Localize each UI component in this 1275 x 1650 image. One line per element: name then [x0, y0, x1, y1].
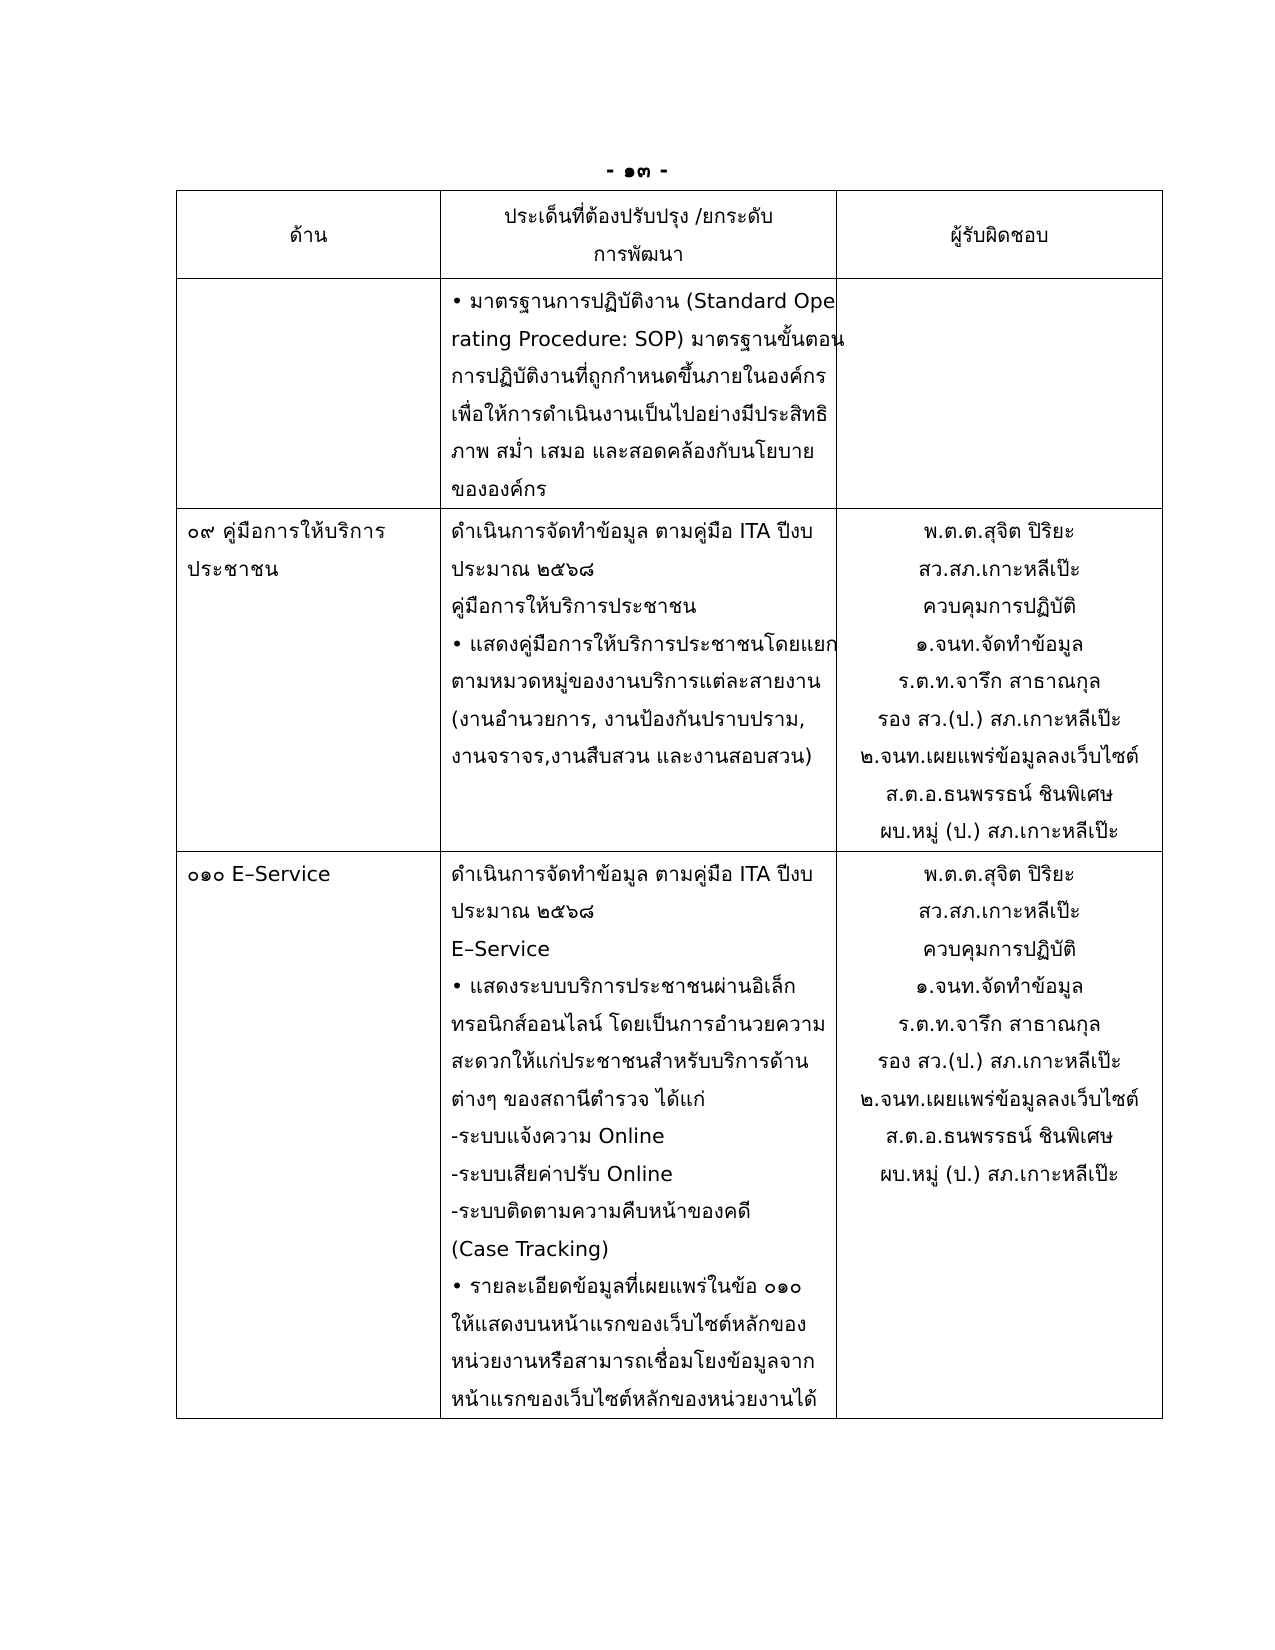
responsible-cell [837, 851, 1163, 1419]
responsible-line: ๑.จนท.จัดทำข้อมูล [915, 974, 1084, 998]
responsible-line: ผบ.หมู่ (ป.) สภ.เกาะหลีเป๊ะ [880, 1161, 1119, 1186]
header-issue-line: ประเด็นที่ต้องปรับปรุง /ยกระดับ [503, 203, 774, 228]
issue-line: -ระบบเสียค่าปรับ Online [451, 1161, 673, 1186]
aspect-line: ๐๙ คู่มือการให้บริการ [187, 519, 386, 543]
responsible-line: ผบ.หมู่ (ป.) สภ.เกาะหลีเป๊ะ [880, 819, 1119, 843]
issue-line: -ระบบติดตามความคืบหน้าของคดี [451, 1199, 751, 1223]
responsible-line: รอง สว.(ป.) สภ.เกาะหลีเป๊ะ [877, 706, 1122, 731]
responsible-line: ร.ต.ท.จารึก สาธาณกุล [898, 669, 1101, 693]
issue-line: (งานอำนวยการ, งานป้องกันปราบปราม, [451, 706, 806, 731]
issue-line: ทรอนิกส์ออนไลน์ โดยเป็นการอำนวยความ [451, 1011, 826, 1036]
header-issue [441, 191, 837, 279]
issue-line: ดำเนินการจัดทำข้อมูล ตามคู่มือ ITA ปีงบ [451, 861, 814, 886]
header-aspect [177, 191, 441, 279]
aspect-cell [177, 509, 441, 852]
responsible-cell [837, 279, 1163, 509]
issue-line: rating Procedure: SOP) มาตรฐานขั้นตอน [451, 326, 845, 351]
issue-line: -ระบบแจ้งความ Online [451, 1124, 665, 1148]
responsible-line: ส.ต.อ.ธนพรรธน์ ชินพิเศษ [885, 781, 1114, 806]
responsible-line: พ.ต.ต.สุจิต ปิริยะ [923, 861, 1076, 886]
issue-line: สะดวกให้แก่ประชาชนสำหรับบริการด้าน [451, 1049, 809, 1073]
responsible-line: ส.ต.อ.ธนพรรธน์ ชินพิเศษ [885, 1124, 1114, 1148]
issue-line: (Case Tracking) [451, 1236, 610, 1261]
responsible-line: ๑.จนท.จัดทำข้อมูล [915, 631, 1084, 656]
issue-line: เพื่อให้การดำเนินงานเป็นไปอย่างมีประสิทธิ [451, 401, 828, 426]
issue-line: คู่มือการให้บริการประชาชน [451, 594, 697, 618]
responsible-line: สว.สภ.เกาะหลีเป๊ะ [918, 899, 1081, 923]
issue-line: หน่วยงานหรือสามารถเชื่อมโยงข้อมูลจาก [451, 1349, 816, 1373]
table-row [177, 509, 1163, 852]
issue-cell [441, 509, 837, 852]
issue-line: การปฏิบัติงานที่ถูกกำหนดขึ้นภายในองค์กร [451, 364, 827, 388]
issue-cell [441, 279, 845, 509]
issue-line: ประมาณ ๒๕๖๘ [451, 556, 595, 581]
issue-line: ตามหมวดหมู่ของงานบริการแต่ละสายงาน [451, 669, 821, 693]
table-row [177, 279, 1163, 509]
responsible-line: ๒.จนท.เผยแพร่ข้อมูลลงเว็บไซต์ [860, 744, 1139, 768]
table-row [177, 851, 1163, 1419]
aspect-line: ประชาชน [187, 556, 279, 581]
responsible-line: ควบคุมการปฏิบัติ [922, 594, 1077, 618]
responsible-line: รอง สว.(ป.) สภ.เกาะหลีเป๊ะ [877, 1049, 1122, 1073]
header-responsible-label: ผู้รับผิดชอบ [950, 222, 1049, 247]
issue-line: • รายละเอียดข้อมูลที่เผยแพร่ในข้อ ๐๑๐ [451, 1274, 802, 1298]
responsible-line: สว.สภ.เกาะหลีเป๊ะ [918, 556, 1081, 581]
aspect-cell [177, 279, 441, 509]
header-aspect-label: ด้าน [289, 222, 328, 247]
responsible-line: ควบคุมการปฏิบัติ [922, 936, 1077, 961]
aspect-cell [177, 851, 441, 1419]
aspect-line: ๐๑๐ E–Service [187, 861, 331, 886]
header-row [177, 191, 1163, 279]
responsible-line: พ.ต.ต.สุจิต ปิริยะ [923, 519, 1076, 543]
issue-line: ต่างๆ ของสถานีตำรวจ ได้แก่ [451, 1086, 706, 1111]
header-responsible [837, 191, 1163, 279]
issue-line: งานจราจร,งานสืบสวน และงานสอบสวน) [451, 744, 813, 768]
issue-line: ขององค์กร [451, 476, 547, 501]
issue-line: ให้แสดงบนหน้าแรกของเว็บไซต์หลักของ [451, 1311, 807, 1336]
page-number: - ๑๓ - [606, 158, 669, 182]
issue-line: ประมาณ ๒๕๖๘ [451, 899, 595, 923]
issue-line: ภาพ สม่ำ เสมอ และสอดคล้องกับนโยบาย [451, 439, 815, 463]
issue-line: หน้าแรกของเว็บไซต์หลักของหน่วยงานได้ [451, 1386, 818, 1411]
issue-line: ดำเนินการจัดทำข้อมูล ตามคู่มือ ITA ปีงบ [451, 519, 814, 543]
issue-line: • มาตรฐานการปฏิบัติงาน (Standard Ope [451, 289, 836, 313]
issue-line: • แสดงระบบบริการประชาชนผ่านอิเล็ก [451, 974, 796, 998]
header-issue-line: การพัฒนา [593, 241, 684, 266]
issue-cell [441, 851, 837, 1419]
responsible-line: ๒.จนท.เผยแพร่ข้อมูลลงเว็บไซต์ [860, 1086, 1139, 1111]
responsible-line: ร.ต.ท.จารึก สาธาณกุล [898, 1011, 1101, 1036]
issue-line: • แสดงคู่มือการให้บริการประชาชนโดยแยก [451, 631, 838, 656]
improvement-table [176, 190, 1163, 1419]
issue-line: E–Service [451, 936, 550, 961]
responsible-cell [837, 509, 1163, 852]
